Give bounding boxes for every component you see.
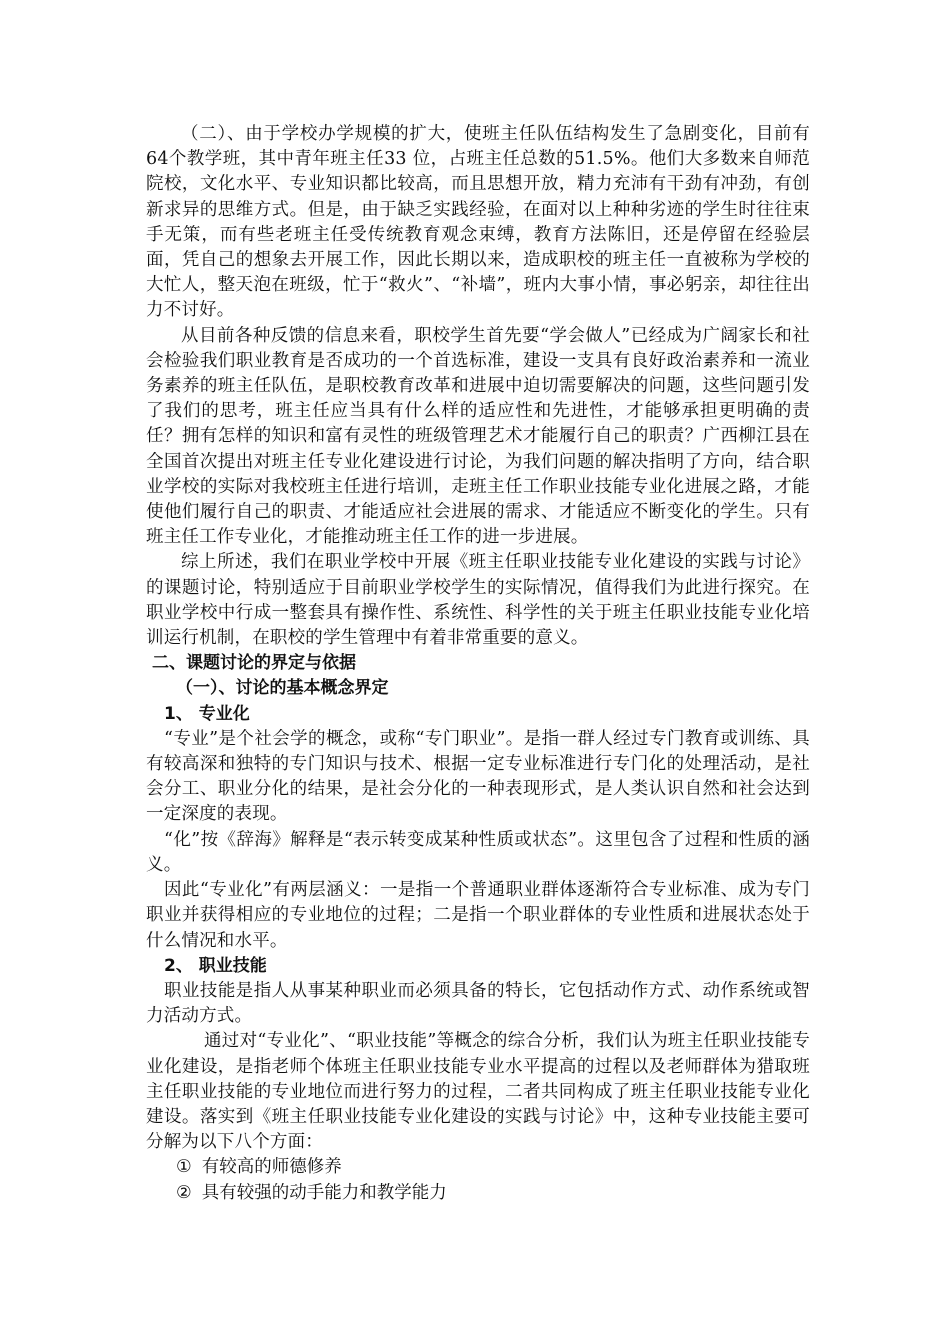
document-body xyxy=(146,122,810,1206)
paragraph-vocational-skill-definition: 职业技能是指人从事某种职业而必须具备的特长，它包括动作方式、动作系统或智力活动方式。 xyxy=(146,980,810,1027)
section-heading-definition: 二、课题讨论的界定与依据 xyxy=(152,653,356,674)
item-heading-specialization: 1、 专业化 xyxy=(164,703,250,724)
paragraph-analysis: 通过对“专业化”、“职业技能”等概念的综合分析，我们认为班主任职业技能专业化建设，是指老师个体班主任职业技能专业水平提高的过程以及老师群体为猎取班主任职业技能的专业地位而进行努力的过程，二者共同构成了班主任职业技能专业化建设。落实到《班主任职业技能专业化建设的实践与讨论》中，这种专业技能主要可分解为以下八个方面： xyxy=(146,1031,810,1153)
list-item-text: 具有较强的动手能力和教学能力 xyxy=(201,1182,447,1203)
list-marker: ① xyxy=(176,1157,192,1178)
paragraph-feedback: 从目前各种反馈的信息来看，职校学生首先要“学会做人”已经成为广阔家长和社会检验我们职业教育是否成功的一个首选标准，建设一支具有良好政治素养和一流业务素养的班主任队伍，是职校教育改革和进展中迫切需要解决的问题，这些问题引发了我们的思考，班主任应当具有什么样的适应性和先进性，才能够承担更明确的责任？拥有怎样的知识和富有灵性的班级管理艺术才能履行自己的职责？广西柳江县在全国首次提出对班主任专业化建设进行讨论，为我们问题的解决指明了方向，结合职业学校的实际对我校班主任进行培训，走班主任工作职业技能专业化进展之路，才能使他们履行自己的职责、才能适应社会进展的需求、才能适应不断变化的学生。只有班主任工作专业化，才能推动班主任工作的进一步进展。 xyxy=(146,325,810,548)
paragraph-specialization-meaning: 因此“专业化”有两层涵义：一是指一个普通职业群体逐渐符合专业标准、成为专门职业并获得相应的专业地位的过程；二是指一个职业群体的专业性质和进展状态处于什么情况和水平。 xyxy=(146,880,810,951)
paragraph-profession-definition: “专业”是个社会学的概念，或称“专门职业”。是指一群人经过专门教育或训练、具有较高深和独特的专门知识与技术、根据一定专业标准进行专门化的处理活动，是社会分工、职业分化的结果，是社会分化的一种表现形式，是人类认识自然和社会达到一定深度的表现。 xyxy=(146,728,810,825)
list-item xyxy=(146,1155,810,1180)
paragraph-hua-definition: “化”按《辞海》解释是“表示转变成某种性质或状态”。这里包含了过程和性质的涵义。 xyxy=(146,829,810,875)
subsection-heading-concepts: （一）、讨论的基本概念界定 xyxy=(176,678,389,699)
list-item-text: 有较高的师德修养 xyxy=(201,1157,342,1178)
paragraph-summary: 综上所述，我们在职业学校中开展《班主任职业技能专业化建设的实践与讨论》的课题讨论，特别适应于目前职业学校学生的实际情况，值得我们为此进行探究。在职业学校中行成一整套具有操作性、系统性、科学性的关于班主任职业技能专业化培训运行机制，在职校的学生管理中有着非常重要的意义。 xyxy=(146,552,810,649)
item-heading-vocational-skill: 2、 职业技能 xyxy=(164,955,267,976)
list-marker: ② xyxy=(176,1182,192,1203)
list-item xyxy=(146,1181,810,1206)
paragraph-class-teacher-structure: （二）、由于学校办学规模的扩大，使班主任队伍结构发生了急剧变化，目前有64个教学班，其中青年班主任33 位，占班主任总数的51.5%。他们大多数来自师范院校，文化水平、专业知识都比较高，而且思想开放，精力充沛有干劲有冲劲，有创新求异的思维方式。但是，由于缺乏实践经验，在面对以上种种劣迹的学生时往往束手无策，而有些老班主任受传统教育观念束缚，教育方法陈旧，还是停留在经验层面，凭自己的想象去开展工作，因此长期以来，造成职校的班主任一直被称为学校的大忙人，整天泡在班级，忙于“救火”、“补墙”，班内大事小情，事必躬亲，却往往出力不讨好。 xyxy=(146,124,810,321)
